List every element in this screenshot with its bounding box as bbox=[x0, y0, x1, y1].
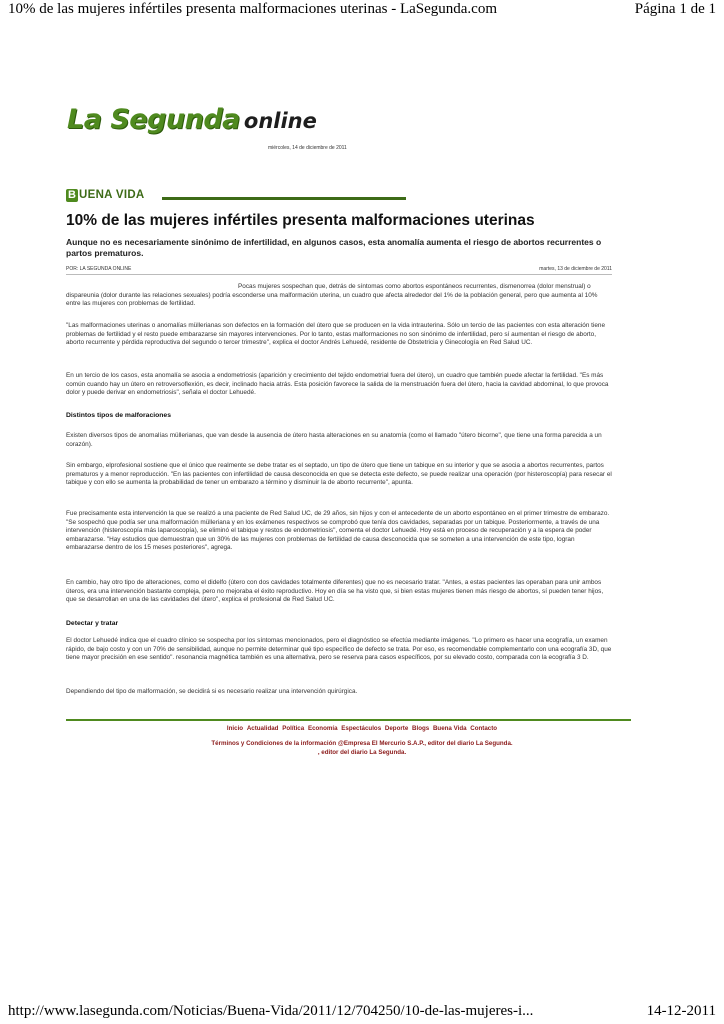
article-paragraph bbox=[66, 372, 612, 398]
section-rule bbox=[162, 197, 406, 200]
paragraph-text: "Las malformaciones uterinas o anomalías müllerianas son defectos en la formación del útero que se producen en la vida intrauterina. Sólo un tercio de las pacientes con esta alteración tiene problemas de fertilidad y el resto puede embarazarse sin mayores intervenciones. Por lo tanto, estas malformaciones no son sinónimo de infertilidad, pero sí aumentan el riesgo de aborto, aborto recurrente y pérdida reproductiva del segundo o tercer trimestre", explica el doctor Andrés Lehuedé, residente de Obstetricia y Ginecología en Red Salud UC. bbox=[66, 322, 606, 347]
paragraph-text: El doctor Lehuedé indica que el cuadro clínico se sospecha por los síntomas mencionados, pero el diagnóstico se efectúa mediante imágenes. "Lo primero es hacer una ecografía, un examen rápido, de bajo costo y con un 70% de sensibilidad, aunque no permite determinar qué tipo específico de defecto se trata. Por eso, es recomendable complementarlo con una ecografía 3D, que tiene mayor precisión en ese sentido". resonancia magnética también es una alternativa, pero se reserva para casos específicos, por su elevado costo, comparada con la ecografía 3 D. bbox=[66, 637, 612, 662]
logo-sub-text: online bbox=[243, 109, 317, 133]
byline-author: POR: LA SEGUNDA ONLINE bbox=[66, 266, 132, 272]
paragraph-text: Existen diversos tipos de anomalías müllerianas, que van desde la ausencia de útero hasta alteraciones en su anatomía (como el llamado "útero bicorne", que tiene una forma parecida a un corazón). bbox=[66, 432, 602, 448]
footer-link-espectaculos[interactable]: Espectáculos bbox=[341, 725, 382, 732]
section-heading bbox=[66, 412, 612, 421]
paragraph-text: Pocas mujeres sospechan que, detrás de síntomas como abortos espontáneos recurrentes, dismenorrea (dolor menstrual) o dispareunia (dolor durante las relaciones sexuales) podría esconderse una malformación uterina, un cuadro que afecta alrededor del 1% de la población general, pero que aumenta al 10% entre las mujeres con problemas de fertilidad. bbox=[66, 283, 598, 308]
section-heading bbox=[66, 620, 612, 629]
heading-text: Detectar y tratar bbox=[66, 620, 119, 627]
terms-line: , editor del diario La Segunda. bbox=[317, 748, 407, 756]
section-badge: B bbox=[66, 189, 78, 202]
article-paragraph bbox=[66, 579, 612, 605]
site-date: miércoles, 14 de diciembre de 2011 bbox=[268, 145, 347, 151]
paragraph-text: En cambio, hay otro tipo de alteraciones, como el didelfo (útero con dos cavidades totalmente diferentes) que no es necesario tratar. "Antes, a estas pacientes las operaban para unir ambos úteros, era una intervención bastante compleja, pero no mejoraba el éxito reproductivo. Hoy en día se ha visto que, si bien estas mujeres tienen más riesgo de abortos, sí pueden tener hijos, que se desarrollan en una de las cavidades del útero", explica el profesional de Red Salud UC. bbox=[66, 579, 604, 604]
print-footer-url: http://www.lasegunda.com/Noticias/Buena-Vida/2011/12/704250/10-de-las-mujeres-i... bbox=[8, 1003, 534, 1019]
byline-divider bbox=[66, 274, 612, 275]
print-header-title: 10% de las mujeres infértiles presenta malformaciones uterinas - LaSegunda.com bbox=[8, 1, 497, 17]
article-paragraph bbox=[66, 283, 612, 309]
print-footer bbox=[0, 1003, 724, 1023]
footer-link-inicio[interactable]: Inicio bbox=[226, 725, 244, 732]
article-paragraph bbox=[66, 462, 612, 488]
footer-link-politica[interactable]: Política bbox=[282, 725, 305, 732]
footer-link-actualidad[interactable]: Actualidad bbox=[246, 725, 279, 732]
section-header[interactable] bbox=[66, 189, 406, 203]
section-name: UENA VIDA bbox=[79, 189, 145, 201]
article-paragraph bbox=[66, 688, 612, 697]
paragraph-text: Dependiendo del tipo de malformación, se decidirá si es necesario realizar una intervención quirúrgica. bbox=[66, 688, 358, 695]
article-paragraph bbox=[66, 510, 612, 553]
paragraph-text: Sin embargo, elprofesional sostiene que el único que realmente se debe tratar es el septado, un tipo de útero que tiene un tabique en su interior y que se asocia a abortos recurrentes, partos prematuros y a menor reproducción. "En las pacientes con infertilidad de causa desconocida en que se detecta este defecto, se puede realizar una operación (por histeroscopía) para resecar el tabique y con ello se aumenta la probabilidad de tener un embarazo a término y disminuir la de aborto recurrente", apunta. bbox=[66, 462, 612, 487]
article-subtitle: Aunque no es necesariamente sinónimo de infertilidad, en algunos casos, esta anomalía aumenta el riesgo de abortos recurrentes o partos prematuros. bbox=[66, 237, 602, 258]
footer-link-blogs[interactable]: Blogs bbox=[412, 725, 430, 732]
paragraph-text: En un tercio de los casos, esta anomalía se asocia a endometriosis (aparición y crecimiento del tejido endometrial fuera del útero), un cuadro que también puede afectar la fertilidad. "Es más común cuando hay un útero en retroversoflexión, es decir, inclinado hacia atrás. Esta posición favorece la salida de la menstruación fuera del útero, hacia la cavidad abdominal, lo que provoca dolor y puede derivar en endometriosis", señala el doctor Lehuedé. bbox=[66, 372, 609, 397]
site-logo[interactable] bbox=[67, 104, 317, 135]
terms-line[interactable]: Términos y Condiciones de la información @Empresa El Mercurio S.A.P., editor del diario La Segunda. bbox=[211, 740, 513, 747]
heading-text: Distintos tipos de malforaciones bbox=[66, 412, 171, 419]
footer-divider bbox=[66, 719, 631, 721]
print-footer-date: 14-12-2011 bbox=[646, 1003, 716, 1019]
print-header-page: Página 1 de 1 bbox=[634, 1, 716, 17]
paragraph-text: Fue precisamente esta intervención la que se realizó a una paciente de Red Salud UC, de 29 años, sin hijos y con el antecedente de un aborto espontáneo en el primer trimestre de embarazo. "Se sospechó que podía ser una malformación mülleriana y en los exámenes respectivos se comprobó que tenía dos cavidades, separadas por un tabique. Posteriormente, a través de una intervención (histeroscopía más laparoscopía), se eliminó el tabique y restos de endometriosis", comenta el doctor Lehuedé. Hoy está en proceso de recuperación y a la espera de poder embarazarse. "Hay estudios que demuestran que un 30% de las mujeres con problemas de fertilidad de causa desconocida que se someten a una intervención de este tipo, logran embarazarse dentro de los 15 meses posteriores", agrega. bbox=[66, 510, 610, 552]
footer-terms bbox=[0, 740, 724, 757]
article-byline bbox=[66, 266, 612, 274]
print-header bbox=[0, 1, 724, 21]
article-title: 10% de las mujeres infértiles presenta malformaciones uterinas bbox=[66, 212, 535, 229]
logo-main-text: La Segunda bbox=[67, 104, 240, 135]
footer-nav bbox=[0, 725, 724, 732]
footer-link-buena-vida[interactable]: Buena Vida bbox=[432, 725, 467, 732]
article-paragraph bbox=[66, 322, 612, 348]
footer-link-economia[interactable]: Economía bbox=[307, 725, 338, 732]
article-paragraph bbox=[66, 432, 612, 449]
byline-date: martes, 13 de diciembre de 2011 bbox=[539, 266, 612, 272]
article-paragraph bbox=[66, 637, 612, 663]
footer-link-contacto[interactable]: Contacto bbox=[470, 725, 498, 732]
footer-link-deporte[interactable]: Deporte bbox=[384, 725, 409, 732]
